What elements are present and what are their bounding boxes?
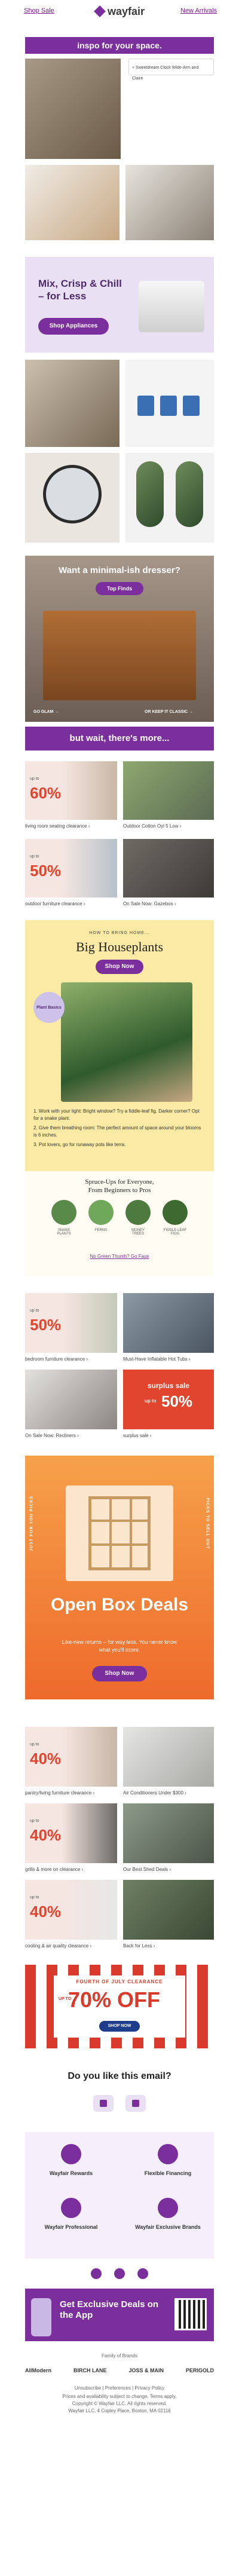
tips-list: [33, 1108, 206, 1148]
deal-caption-11[interactable]: grills & more on clearance ›: [25, 1867, 84, 1872]
new-arrivals-link[interactable]: New Arrivals: [180, 7, 217, 14]
thumbs-up-button[interactable]: [93, 2095, 114, 2112]
thumbs-down-button[interactable]: [125, 2095, 146, 2112]
july-card[interactable]: [25, 1965, 214, 2048]
houseplants-kicker: HOW TO BRING HOME...: [89, 931, 150, 935]
deal-up-to: up to: [30, 1742, 39, 1747]
deal-up-to: up to: [30, 1895, 39, 1900]
plant-label-2[interactable]: FERNS: [94, 1229, 108, 1232]
plant-room-image: [61, 982, 192, 1102]
hero-chip-text: + Sweetdream Clock Wide-Arm and Claire: [132, 66, 199, 81]
pinterest-icon[interactable]: [114, 2268, 125, 2279]
surplus-pct: 50%: [161, 1392, 193, 1410]
deal-caption-5[interactable]: bedroom furniture clearance ›: [25, 1356, 88, 1362]
deal-tile-7[interactable]: [25, 1370, 117, 1429]
deal-tile-6[interactable]: [123, 1293, 214, 1353]
family-of-brands: Family of Brands: [101, 2353, 138, 2358]
july-pct: 70% OFF: [68, 1987, 161, 2012]
deal-tile-11[interactable]: [25, 1803, 117, 1863]
glass-2: [160, 396, 177, 416]
footer-line-1[interactable]: Unsubscribe | Preferences | Privacy Policy: [74, 2385, 165, 2391]
surplus-up-to: up to: [145, 1398, 157, 1404]
plant-basics-text: Plant Basics: [36, 1005, 62, 1010]
shop-sale-link[interactable]: Shop Sale: [24, 7, 54, 14]
deal-up-to: up to: [30, 854, 39, 859]
glass-3: [183, 396, 200, 416]
app-title: Get Exclusive Deals on the App: [60, 2299, 159, 2320]
plant-label-3[interactable]: MONEY TREES: [131, 1229, 145, 1236]
instagram-icon[interactable]: [137, 2268, 148, 2279]
brands-icon[interactable]: [158, 2198, 178, 2218]
brand-row: [25, 2367, 214, 2373]
plant-circle-4[interactable]: [163, 1200, 188, 1225]
facebook-icon[interactable]: [91, 2268, 102, 2279]
deal-caption-8[interactable]: surplus sale ›: [123, 1433, 152, 1438]
appliances-card: [25, 257, 214, 353]
deal-tile-1[interactable]: [25, 761, 117, 820]
plant-circle-1[interactable]: [51, 1200, 76, 1225]
deal-tile-13[interactable]: [25, 1880, 117, 1940]
benefit-label-3[interactable]: Wayfair Professional: [44, 2224, 98, 2230]
deal-caption-12[interactable]: Our Best Shed Deals ›: [123, 1867, 171, 1872]
qr-code-icon: [174, 2298, 207, 2330]
deal-caption-14[interactable]: Back for Less ›: [123, 1943, 155, 1949]
tip-1: 1. Work with your light: Bright window? Try a fiddle-leaf fig. Darker corner? Opt for a snake plant.: [33, 1108, 200, 1121]
brand-perigold[interactable]: PERIGOLD: [185, 2367, 214, 2373]
deal-tile-9[interactable]: [25, 1727, 117, 1787]
brand-allmodern[interactable]: AllModern: [25, 2367, 51, 2373]
deal-tile-12[interactable]: [123, 1803, 214, 1863]
openbox-title: Open Box Deals: [50, 1595, 189, 1615]
openbox-shop-button[interactable]: Shop Now: [92, 1666, 147, 1681]
plant-circle-2[interactable]: [88, 1200, 114, 1225]
go-faux-link[interactable]: No Green Thumb? Go Faux: [90, 1254, 149, 1259]
benefit-label-1[interactable]: Wayfair Rewards: [49, 2170, 93, 2176]
deal-up-to: up to: [30, 1819, 39, 1823]
deal-caption-1[interactable]: living room seating clearance ›: [25, 823, 90, 829]
glass-1: [137, 396, 154, 416]
footer-line-3: Copyright © Wayfair LLC. All rights reserved.: [72, 2401, 167, 2406]
topiary-left: [136, 461, 164, 527]
professional-icon[interactable]: [61, 2198, 81, 2218]
benefit-label-2[interactable]: Flexible Financing: [144, 2170, 192, 2176]
shop-appliances-button[interactable]: Shop Appliances: [38, 318, 109, 335]
plant-basics-badge: [33, 992, 65, 1023]
living-room-image[interactable]: [25, 360, 120, 447]
tip-2: 2. Give them breathing room: The perfect amount of space around your blooms is 6 inches.: [33, 1125, 201, 1138]
dresser-image: [43, 611, 196, 700]
dresser-title: Want a minimal-ish dresser?: [59, 565, 180, 575]
surplus-label: surplus sale: [147, 1382, 190, 1390]
hero-chip[interactable]: [128, 59, 214, 81]
logo[interactable]: [96, 5, 149, 18]
deal-caption-3[interactable]: outdoor furniture clearance ›: [25, 901, 85, 906]
rewards-icon[interactable]: [61, 2144, 81, 2164]
footer-line-2: Prices and availability subject to change. Terms apply.: [62, 2394, 177, 2399]
plant-label-1[interactable]: SNAKE PLANTS: [57, 1229, 71, 1236]
deal-pct: 50%: [30, 1316, 62, 1334]
openbox-sub: Like-new returns – for way less. You never know what you'll score.: [62, 1639, 177, 1653]
july-up-to: UP TO: [59, 1997, 72, 2001]
brand-jossmain[interactable]: JOSS & MAIN: [128, 2367, 164, 2373]
deal-tile-3[interactable]: [25, 839, 117, 898]
deal-pct: 40%: [30, 1750, 62, 1768]
july-shop-button[interactable]: SHOP NOW: [99, 2021, 140, 2032]
deal-tile-4[interactable]: [123, 839, 214, 898]
deal-pct: 50%: [30, 862, 62, 880]
dining-image[interactable]: [125, 165, 214, 240]
deal-pct: 60%: [30, 784, 62, 802]
footer-line-4: Wayfair LLC, 4 Copley Place, Boston, MA 02116: [68, 2408, 171, 2413]
deal-tile-10[interactable]: [123, 1727, 214, 1787]
spruce-sub: From Beginners to Pros: [88, 1187, 151, 1194]
deal-tile-2[interactable]: [123, 761, 214, 820]
round-mirror: [43, 465, 102, 523]
appliances-title: Mix, Crisp & Chill – for Less: [38, 278, 122, 302]
openbox-side-left: JUST FOR YOU PICKS: [29, 1496, 34, 1551]
brand-birchlane[interactable]: BIRCH LANE: [73, 2367, 107, 2373]
topiary-right: [176, 461, 203, 527]
tip-3: 3. Pot lovers, go for runaway pots like terra.: [33, 1142, 126, 1147]
dresser-card[interactable]: [25, 556, 214, 722]
deal-caption-9[interactable]: pantry/living furniture clearance ›: [25, 1790, 95, 1796]
openbox-card[interactable]: [25, 1456, 214, 1699]
deal-caption-4[interactable]: On Sale Now: Gazebos ›: [123, 901, 176, 906]
logo-text: wayfair: [108, 5, 145, 17]
deal-caption-13[interactable]: cooling & air quality clearance ›: [25, 1943, 92, 1949]
plant-label-4[interactable]: FIDDLE-LEAF FIGS: [163, 1229, 187, 1236]
houseplants-card: [25, 920, 214, 1171]
air-fryer-image[interactable]: [139, 281, 204, 332]
deal-pct: 40%: [30, 1903, 62, 1920]
mirror-image[interactable]: [25, 453, 120, 543]
header: [0, 0, 239, 24]
houseplants-shop-button[interactable]: Shop Now: [96, 960, 143, 974]
deal-pct: 40%: [30, 1826, 62, 1844]
thumbs-up-icon: [100, 2100, 107, 2107]
thumbs-down-icon: [132, 2100, 139, 2107]
deal-caption-6[interactable]: Must-Have Inflatable Hot Tubs ›: [123, 1356, 191, 1362]
rug-image[interactable]: [25, 59, 121, 159]
deal-caption-10[interactable]: Air Conditioners Under $300 ›: [123, 1790, 186, 1796]
keep-classic-link[interactable]: OR KEEP IT CLASSIC →: [145, 710, 194, 714]
go-glam-link[interactable]: GO GLAM →: [33, 710, 59, 714]
spruce-section: [25, 1171, 214, 1276]
deal-caption-7[interactable]: On Sale Now: Recliners ›: [25, 1433, 79, 1438]
topiary-image[interactable]: [125, 453, 214, 543]
plant-circle-3[interactable]: [125, 1200, 151, 1225]
deal-up-to: up to: [30, 1309, 39, 1313]
console-image[interactable]: [25, 165, 120, 240]
deal-tile-5[interactable]: [25, 1293, 117, 1353]
deal-tile-8[interactable]: [123, 1370, 214, 1429]
spruce-title: Spruce-Ups for Everyone,: [85, 1178, 154, 1186]
july-kicker: FOURTH OF JULY CLEARANCE: [76, 1979, 163, 1984]
deal-caption-2[interactable]: Outdoor Cotton Oyl 5 Low ›: [123, 823, 182, 829]
deal-tile-14[interactable]: [123, 1880, 214, 1940]
top-finds-button[interactable]: Top Finds: [96, 582, 143, 595]
feedback-question: Do you like this email?: [68, 2071, 171, 2081]
more-banner: but wait, there's more...: [25, 727, 214, 751]
benefit-label-4[interactable]: Wayfair Exclusive Brands: [135, 2224, 201, 2230]
deal-up-to: up to: [30, 777, 39, 781]
shelf-unit: [88, 1496, 151, 1570]
shelf-image: [66, 1485, 173, 1581]
wayfair-logo-icon: [94, 5, 106, 17]
hero-banner[interactable]: inspo for your space.: [25, 37, 214, 54]
financing-icon[interactable]: [158, 2144, 178, 2164]
app-phone-image: [31, 2298, 51, 2336]
benefits-section: [25, 2132, 214, 2259]
app-banner[interactable]: [25, 2289, 214, 2341]
glasses-image[interactable]: [125, 360, 214, 447]
houseplants-title: Big Houseplants: [75, 939, 164, 954]
openbox-side-right: PICKS TO SELL OUT: [205, 1497, 210, 1549]
